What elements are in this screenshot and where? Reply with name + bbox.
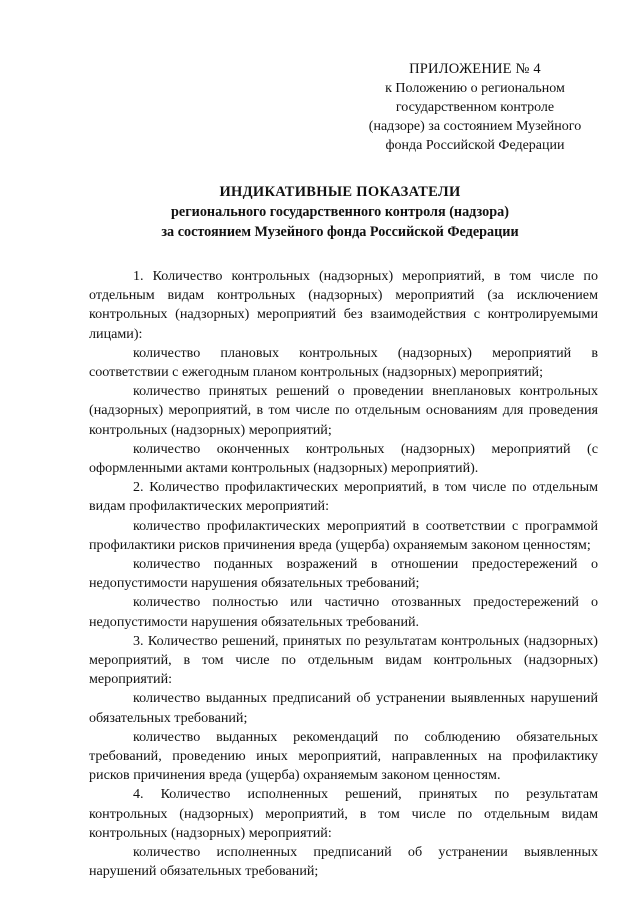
paragraph: количество выданных предписаний об устранении выявленных нарушений обязательных требований; bbox=[89, 690, 598, 726]
appendix-title: ПРИЛОЖЕНИЕ № 4 bbox=[409, 61, 541, 77]
paragraph: количество выданных рекомендаций по соблюдению обязательных требований, проведению иных мероприятий, направленных на профилактику рисков причинения вреда (ущерба) охраняемым законом ценностям. bbox=[89, 728, 598, 784]
appendix-block bbox=[355, 60, 595, 155]
appendix-line: фонда Российской Федерации bbox=[385, 138, 565, 153]
paragraph: количество принятых решений о проведении внеплановых контрольных (надзорных) мероприятий, в том числе по отдельным основаниям для проведения контрольных (надзорных) мероприятий; bbox=[89, 383, 598, 438]
paragraph: количество плановых контрольных (надзорных) мероприятий в соответствии с ежегодным планом контрольных (надзорных) мероприятий; bbox=[89, 344, 598, 381]
paragraph: количество профилактических мероприятий в соответствии с программой профилактики рисков причинения вреда (ущерба) охраняемым законом ценностям; bbox=[89, 517, 598, 553]
appendix-line: государственном контроле bbox=[395, 100, 555, 115]
document-body bbox=[89, 267, 598, 882]
paragraph: количество полностью или частично отозванных предостережений о недопустимости нарушения обязательных требований. bbox=[89, 594, 598, 630]
title-subline: за состоянием Музейного фонда Российской Федерации bbox=[161, 224, 519, 240]
appendix-line: к Положению о региональном bbox=[385, 81, 565, 96]
title-main: ИНДИКАТИВНЫЕ ПОКАЗАТЕЛИ bbox=[219, 184, 461, 200]
paragraph: 3. Количество решений, принятых по результатам контрольных (надзорных) мероприятий, в том числе по отдельным видам контрольных (надзорных) мероприятий: bbox=[89, 632, 598, 688]
paragraph: 4. Количество исполненных решений, принятых по результатам контрольных (надзорных) мероприятий, в том числе по отдельным видам контрольных (надзорных) мероприятий: bbox=[89, 786, 598, 841]
paragraph: количество исполненных предписаний об устранении выявленных нарушений обязательных требований; bbox=[89, 844, 598, 880]
paragraph: количество поданных возражений в отношении предостережений о недопустимости нарушения обязательных требований; bbox=[89, 556, 598, 592]
paragraph: 1. Количество контрольных (надзорных) мероприятий, в том числе по отдельным видам контрольных (надзорных) мероприятий (за исключением контрольных (надзорных) мероприятий без взаимодействия с контролируемыми лицами): bbox=[89, 268, 598, 342]
document-title bbox=[80, 182, 600, 242]
appendix-line: (надзоре) за состоянием Музейного bbox=[368, 119, 582, 134]
paragraph: 2. Количество профилактических мероприятий, в том числе по отдельным видам профилактических мероприятий: bbox=[89, 479, 598, 515]
title-subline: регионального государственного контроля (надзора) bbox=[171, 204, 509, 220]
paragraph: количество оконченных контрольных (надзорных) мероприятий (с оформленными актами контрольных (надзорных) мероприятий). bbox=[89, 440, 598, 477]
